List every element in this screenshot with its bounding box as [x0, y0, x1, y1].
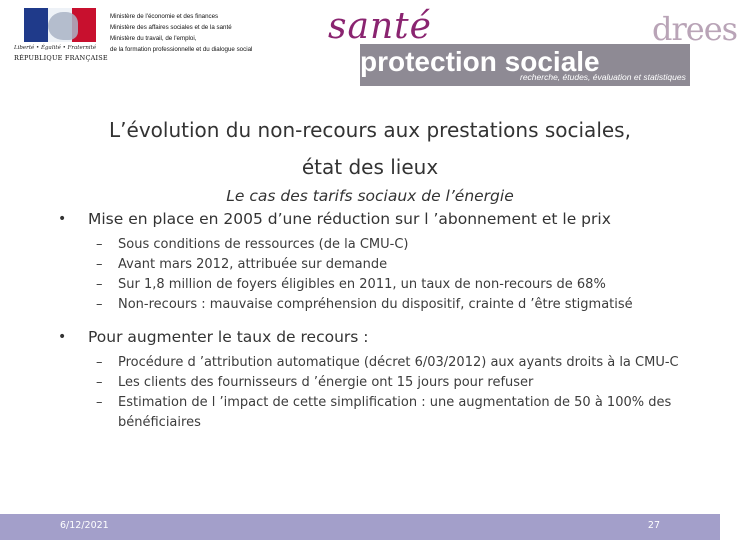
sub-item: [96, 373, 698, 393]
footer-date: 6/12/2021: [60, 520, 109, 531]
ministry-line: Ministère du travail, de l'emploi,: [110, 35, 197, 42]
ministry-line: Ministère de l'économie et des finances: [110, 13, 219, 20]
motto: Liberté • Égalité • Fraternité: [14, 45, 97, 51]
slide-title-line1: L’évolution du non-recours aux prestations sociales,: [109, 118, 631, 142]
sub-item-text: Estimation de l ’impact de cette simplification : une augmentation de 50 à 100% des bénéficiaires: [118, 395, 672, 430]
brand-protection-sociale: protection sociale: [360, 46, 600, 77]
slide-title-line2: état des lieux: [301, 155, 439, 179]
bullet-text: Pour augmenter le taux de recours :: [88, 328, 369, 346]
dash-icon: –: [96, 257, 103, 272]
sub-item: [96, 275, 698, 295]
republique-francaise-label: RÉPUBLIQUE FRANÇAISE: [14, 54, 108, 62]
bullet-item: [58, 207, 678, 231]
ministry-line: de la formation professionnelle et du dialogue social: [110, 46, 253, 53]
sub-item: [96, 393, 698, 433]
footer-bar: [0, 514, 720, 540]
bullet-icon: •: [58, 329, 67, 345]
page-number: 27: [647, 520, 660, 531]
sub-list: [96, 235, 678, 315]
ministries-list: [110, 11, 252, 55]
sub-item-text: Procédure d ’attribution automatique (décret 6/03/2012) aux ayants droits à la CMU-C: [118, 355, 679, 370]
sub-item-text: Sous conditions de ressources (de la CMU-C): [118, 237, 409, 252]
republique-francaise-logo: [14, 8, 106, 64]
brand-tagline: recherche, études, évaluation et statistiques: [520, 72, 686, 82]
tricolor-flag-icon: [24, 8, 96, 42]
sub-list: [96, 353, 678, 433]
sub-item: [96, 255, 698, 275]
dash-icon: –: [96, 355, 103, 370]
marianne-profile-icon: [48, 12, 78, 40]
sub-item: [96, 235, 698, 255]
sub-item-text: Sur 1,8 million de foyers éligibles en 2011, un taux de non-recours de 68%: [118, 277, 606, 292]
slide-title: [60, 112, 680, 186]
sub-item-text: Non-recours : mauvaise compréhension du dispositif, crainte d ’être stigmatisé: [118, 297, 633, 312]
bullet-icon: •: [58, 211, 67, 227]
dash-icon: –: [96, 297, 103, 312]
bullet-item: [58, 325, 678, 349]
sub-item-text: Avant mars 2012, attribuée sur demande: [118, 257, 388, 272]
slide-subtitle: Le cas des tarifs sociaux de l’énergie: [226, 187, 514, 205]
dash-icon: –: [96, 395, 103, 410]
brand-sante: santé: [328, 6, 432, 47]
sub-item: [96, 353, 698, 373]
ministry-line: Ministère des affaires sociales et de la santé: [110, 24, 232, 31]
slide-content: [58, 207, 678, 433]
drees-brand-logo: [320, 6, 737, 86]
dash-icon: –: [96, 237, 103, 252]
sub-item: [96, 295, 698, 315]
sub-item-text: Les clients des fournisseurs d ’énergie ont 15 jours pour refuser: [118, 375, 534, 390]
bullet-text: Mise en place en 2005 d’une réduction sur l ’abonnement et le prix: [88, 210, 611, 228]
dash-icon: –: [96, 277, 103, 292]
brand-drees: drees: [652, 10, 737, 48]
dash-icon: –: [96, 375, 103, 390]
